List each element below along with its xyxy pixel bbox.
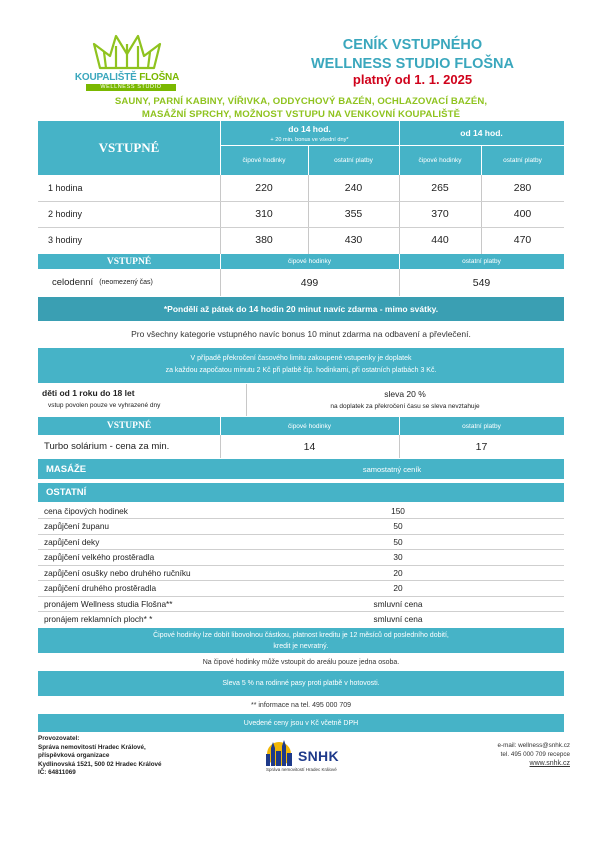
title-line2: WELLNESS STUDIO FLOŠNA xyxy=(311,56,514,72)
other-item-label: zapůjčení velkého prostěradla xyxy=(44,552,155,562)
daily-label-text: celodenní xyxy=(52,277,94,288)
col-a-chip: čipové hodinky xyxy=(242,157,286,164)
row-3-b-other: 470 xyxy=(513,234,532,246)
row-3-b-chip: 440 xyxy=(431,234,449,246)
daily-col-other: ostatní platby xyxy=(462,258,501,265)
other-item-value: 20 xyxy=(393,567,403,578)
other-header xyxy=(38,483,564,502)
row-3-label: 3 hodiny xyxy=(48,235,83,245)
row-3-a-chip: 380 xyxy=(255,234,273,246)
daily-chip-price: 499 xyxy=(300,276,319,289)
row-1-b-other: 280 xyxy=(513,182,532,194)
weekday-bonus-note: *Pondělí až pátek do 14 hodin 20 minut navíc zdarma - mimo svátky. xyxy=(38,297,564,321)
other-item-value: smluvní cena xyxy=(373,614,423,624)
other-item-label: zapůjčení osušky nebo druhého ručníku xyxy=(44,567,191,578)
extra-bonus-note: Pro všechny kategorie vstupného navíc bonus 10 minut zdarma na odbavení a převlečení. xyxy=(131,329,471,339)
solarium-header xyxy=(38,417,564,435)
daily-row xyxy=(38,269,564,296)
operator-line3: Kydlinovská 1521, 500 02 Hradec Králové xyxy=(38,760,162,768)
row-1-a-other: 240 xyxy=(344,182,363,194)
massage-label: MASÁŽE xyxy=(46,463,87,475)
daily-label-note: (neomezený čas) xyxy=(99,279,153,286)
massage-value: samostatný ceník xyxy=(362,464,422,474)
daily-other-price: 549 xyxy=(472,276,491,289)
contact-phone: tel. 495 000 709 recepce xyxy=(500,751,570,758)
solarium-header-label: VSTUPNÉ xyxy=(106,421,152,431)
subtitle-line2: MASÁŽNÍ SPRCHY, MOŽNOST VSTUPU NA VENKOVNÍ KOUPALIŠTĚ xyxy=(141,109,461,120)
logo-wordmark xyxy=(66,72,188,83)
solarium-row xyxy=(38,435,564,458)
validity-date: platný od 1. 1. 2025 xyxy=(352,72,473,87)
overtime-line1: V případě překročení časového limitu zakoupené vstupenky je doplatek xyxy=(190,354,412,362)
chip-topup-line2: kredit je nevratný. xyxy=(273,642,329,650)
crown-icon xyxy=(66,30,188,74)
title-line1: CENÍK VSTUPNÉHO xyxy=(342,37,483,53)
solarium-label: Turbo solárium - cena za min. xyxy=(44,441,170,452)
row-2-b-chip: 370 xyxy=(431,208,449,220)
overtime-line2: za každou započatou minutu 2 Kč při platbě čip. hodinkami, při ostatních platbách 3 Kč. xyxy=(165,366,437,374)
daily-header-label: VSTUPNÉ xyxy=(106,256,152,267)
city-skyline-icon xyxy=(262,740,296,766)
operator-line2: příspěvková organizace xyxy=(38,752,110,759)
one-person-note: Na čipové hodinky může vstoupit do areálu pouze jedna osoba. xyxy=(202,658,400,666)
entry-table-body xyxy=(38,175,564,254)
children-note: vstup povolen pouze ve vyhrazené dny xyxy=(48,402,161,409)
services-subtitle xyxy=(40,95,562,121)
children-discount-note: na doplatek za překročení času se sleva nevztahuje xyxy=(330,402,480,410)
page-title xyxy=(290,36,535,74)
chip-topup-note xyxy=(38,628,564,653)
row-2-a-chip: 310 xyxy=(255,208,273,220)
row-1-a-chip: 220 xyxy=(255,182,273,194)
children-row xyxy=(38,384,564,416)
other-item-value: 20 xyxy=(393,583,403,593)
logo-word-a: KOUPALIŠTĚ xyxy=(74,72,137,83)
other-item-label: zapůjčení deky xyxy=(44,536,100,547)
other-item-value: 50 xyxy=(393,521,403,531)
snhk-logo xyxy=(262,740,362,776)
massage-row xyxy=(38,459,564,479)
contact-email: e-mail: wellness@snhk.cz xyxy=(497,742,570,749)
snhk-wordmark: SNHK xyxy=(298,748,339,764)
group-a-note: + 20 min. bonus ve všední dny* xyxy=(270,136,349,143)
floshna-logo xyxy=(66,30,188,90)
solarium-chip-price: 14 xyxy=(303,440,316,453)
other-label: OSTATNÍ xyxy=(46,487,87,498)
group-a-label: do 14 hod. xyxy=(288,124,331,134)
daily-header xyxy=(38,254,564,269)
info-phone-note: ** informace na tel. 495 000 709 xyxy=(250,701,351,709)
solarium-other-price: 17 xyxy=(475,440,488,453)
col-a-other: ostatní platby xyxy=(334,157,373,164)
chip-topup-line1: Čipové hodinky lze dobít libovolnou částkou, platnost kreditu je 12 měsíců od posledního dobití, xyxy=(153,631,449,639)
other-item-value: 150 xyxy=(391,505,405,516)
logo-word-b: FLOŠNA xyxy=(139,72,180,83)
operator-line4: IČ: 64811069 xyxy=(38,769,76,776)
col-b-chip: čipové hodinky xyxy=(418,157,462,164)
solarium-col-other: ostatní platby xyxy=(462,422,501,430)
overtime-note xyxy=(38,348,564,383)
daily-label xyxy=(52,269,153,296)
other-item-label: pronájem reklamních ploch* * xyxy=(44,614,153,624)
row-3-a-other: 430 xyxy=(344,234,363,246)
other-item-label: cena čipových hodinek xyxy=(44,505,128,516)
other-item-value: 50 xyxy=(393,536,403,547)
daily-col-chip: čipové hodinky xyxy=(288,258,331,265)
other-item-label: pronájem Wellness studia Flošna** xyxy=(44,598,173,609)
other-list xyxy=(38,503,564,627)
group-b-label: od 14 hod. xyxy=(460,128,503,138)
other-item-label: zapůjčení županu xyxy=(44,521,110,531)
operator-heading: Provozovatel: xyxy=(38,735,80,742)
subtitle-line1: SAUNY, PARNÍ KABINY, VÍŘIVKA, ODDYCHOVÝ BAZÉN, OCHLAZOVACÍ BAZÉN, xyxy=(114,96,488,107)
row-1-label: 1 hodina xyxy=(48,183,83,193)
logo-subtitle: WELLNESS STUDIO xyxy=(86,84,176,91)
children-label: děti od 1 roku do 18 let xyxy=(42,388,135,398)
snhk-subtitle: Správa nemovitostí Hradec Králové xyxy=(266,767,337,772)
operator-info xyxy=(38,735,228,785)
other-item-value: 30 xyxy=(393,552,403,562)
col-b-other: ostatní platby xyxy=(503,157,542,164)
row-2-a-other: 355 xyxy=(344,208,363,220)
family-discount-note: Sleva 5 % na rodinné pasy proti platbě v hotovosti. xyxy=(38,671,564,696)
solarium-col-chip: čipové hodinky xyxy=(288,422,331,430)
children-discount: sleva 20 % xyxy=(384,389,426,399)
operator-line1: Správa nemovitostí Hradec Králové, xyxy=(38,743,146,751)
contact-info xyxy=(440,741,570,781)
entry-header-label: VSTUPNÉ xyxy=(98,140,160,155)
vat-note: Uvedené ceny jsou v Kč včetně DPH xyxy=(38,714,564,732)
other-item-label: zapůjčení druhého prostěradla xyxy=(44,583,157,593)
entry-table-header xyxy=(38,121,564,175)
contact-web-link[interactable]: www.snhk.cz xyxy=(529,760,570,767)
row-1-b-chip: 265 xyxy=(431,182,449,194)
row-2-b-other: 400 xyxy=(513,208,532,220)
other-item-value: smluvní cena xyxy=(373,598,423,609)
row-2-label: 2 hodiny xyxy=(48,209,83,219)
